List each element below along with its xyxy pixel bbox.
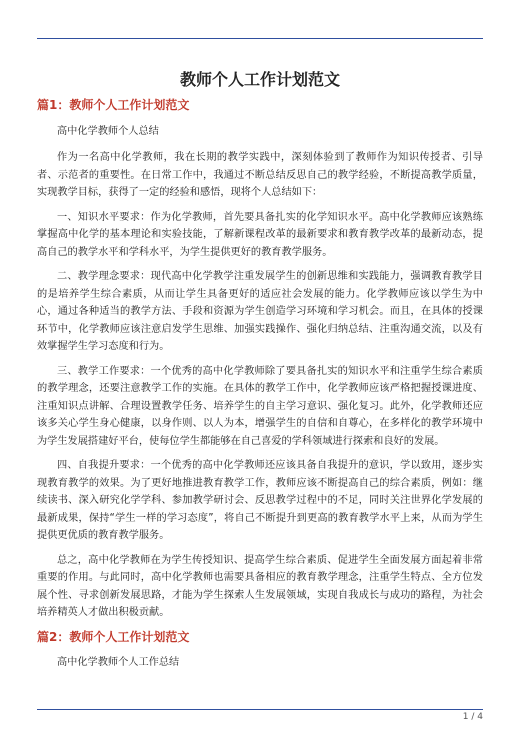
page-number: 1 / 4: [462, 712, 483, 722]
section-subtitle-1: 高中化学教师个人总结: [57, 125, 159, 137]
paragraph: 一、知识水平要求：作为化学教师，首先要具备扎实的化学知识水平。高中化学教师应该熟练掌握高中化学的基本理论和实验技能，了解新课程改革的最新要求和教育教学改革的最新动态，提高自己的教学水平和学科水平，为学生提供更好的教育教学服务。: [37, 211, 483, 258]
paragraph: 作为一名高中化学教师，我在长期的教学实践中，深刻体验到了教师作为知识传授者、引导者、示范者的重要性。在日常工作中，我通过不断总结反思自己的教学经验，不断提高教学质量，实现教学目标，获得了一定的经验和感悟，现将个人总结如下：: [37, 152, 483, 198]
document-title: 教师个人工作计划范文: [179, 70, 340, 89]
header-rule: [37, 38, 483, 39]
paragraph: 四、自我提升要求：一个优秀的高中化学教师还应该具备自我提升的意识，学以致用，逐步实现教育教学的效果。为了更好地推进教育教学工作，教师应该不断提高自己的综合素质，例如：继续读书、深入研究化学学科、参加教学研讨会、反思教学过程中的不足，同时关注世界化学发展的最新成果，保持“学生一样的学习态度”，将自己不断提升到更高的教育教学水平上来，从而为学生提供更优质的教育教学服务。: [37, 460, 483, 541]
footer-rule: [37, 709, 483, 710]
section-heading-2: 篇2：教师个人工作计划范文: [37, 629, 190, 644]
section-heading-1: 篇1：教师个人工作计划范文: [37, 98, 190, 112]
paragraph: 总之，高中化学教师在为学生传授知识、提高学生综合素质、促进学生全面发展方面起着非常重要的作用。与此同时，高中化学教师也需要具备相应的教育教学理念，注重学生特点、全方位发展个性、寻求创新发展思路，才能为学生探索人生发展领域，实现自我成长与成功的路程，为社会培养精英人才做出积极贡献。: [37, 554, 483, 618]
paragraph: 二、教学理念要求：现代高中化学教学注重发展学生的创新思维和实践能力，强调教育教学目的是培养学生综合素质，从而让学生具备更好的适应社会发展的能力。化学教师应该以学生为中心，通过各种适当的教学方法、手段和资源为学生创造学习环境和学习机会。而且，在具体的授课环节中，化学教师应该注意启发学生思维、加强实践操作、强化归纳总结、注重沟通交流，以及有效掌握学生学习态度和行为。: [37, 271, 483, 352]
document-body: [37, 97, 483, 681]
section-subtitle-2: 高中化学教师个人工作总结: [57, 657, 180, 668]
paragraph: 三、教学工作要求：一个优秀的高中化学教师除了要具备扎实的知识水平和注重学生综合素质的教学理念，还要注意教学工作的实施。在具体的教学工作中，化学教师应该严格把握授课进度、注重知识点讲解、合理设置教学任务、培养学生的自主学习意识、强化复习。此外，化学教师还应该多关心学生身心健康，以身作则、以人为本，增强学生的自信和自尊心，在多样化的教学环境中为学生发展搭建好平台，使每位学生都能够在自己喜爱的学科领域进行探索和良好的发展。: [37, 365, 483, 447]
